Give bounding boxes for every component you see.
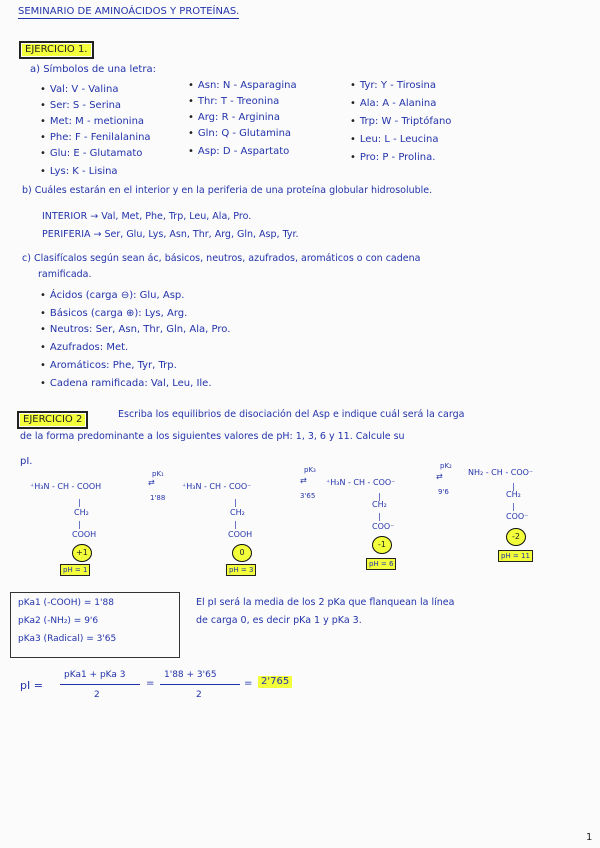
equilibrium-arrow-icon: ⇄: [300, 476, 307, 485]
species-formula: ⁺H₃N - CH - COO⁻: [182, 482, 252, 491]
amino-item: • Val: V - Valina: [40, 84, 118, 96]
classification-item: • Azufrados: Met.: [40, 342, 128, 354]
exercise-2-text: Escriba los equilibrios de disociación del Asp e indique cuál será la carga: [118, 409, 465, 420]
classification-item: • Aromáticos: Phe, Tyr, Trp.: [40, 360, 177, 372]
species-side-chain: COOH: [228, 530, 253, 539]
exercise-2-text: de la forma predominante a los siguientes valores de pH: 1, 3, 6 y 11. Calcule su: [20, 431, 405, 442]
amino-item: • Phe: F - Fenilalanina: [40, 132, 151, 144]
species-side-chain: CH₂: [506, 490, 521, 499]
exercise-1-label: EJERCICIO 1.: [22, 44, 91, 56]
ph-label: pH = 3: [226, 564, 256, 576]
arrow-pk: pK₁: [152, 470, 164, 478]
classification-item: • Básicos (carga ⊕): Lys, Arg.: [40, 308, 187, 320]
pi-explanation: El pI será la media de los 2 pKa que flanquean la línea: [196, 597, 455, 608]
species-formula: ⁺H₃N - CH - COO⁻: [326, 478, 396, 487]
amino-item: • Trp: W - Triptófano: [350, 116, 451, 128]
part-a-label: a) Símbolos de una letra:: [30, 64, 156, 75]
pi-denominator: 2: [94, 690, 100, 700]
exercise-2-text: pI.: [20, 456, 33, 467]
equals-sign: =: [244, 678, 253, 689]
amino-item: • Asn: N - Asparagina: [188, 80, 297, 92]
classification-item: • Ácidos (carga ⊖): Glu, Asp.: [40, 290, 184, 302]
species-side-chain: CH₂: [74, 508, 89, 517]
species-side-chain: COO⁻: [372, 522, 395, 531]
species-formula: NH₂ - CH - COO⁻: [468, 468, 534, 477]
classification-item: • Cadena ramificada: Val, Leu, Ile.: [40, 378, 212, 390]
ph-label: pH = 11: [498, 550, 533, 562]
periferia-list: PERIFERIA → Ser, Glu, Lys, Asn, Thr, Arg, Gln, Asp, Tyr.: [42, 229, 299, 240]
amino-item: • Met: M - metionina: [40, 116, 144, 128]
ph-label: pH = 6: [366, 558, 396, 570]
species-side-chain: CH₂: [230, 508, 245, 517]
interior-list: INTERIOR → Val, Met, Phe, Trp, Leu, Ala, Pro.: [42, 211, 252, 222]
arrow-pk-value: 3'65: [300, 492, 316, 500]
charge-badge: -2: [506, 528, 526, 546]
species-side-chain: COOH: [72, 530, 97, 539]
amino-item: • Thr: T - Treonina: [188, 96, 279, 108]
classification-item: • Neutros: Ser, Asn, Thr, Gln, Ala, Pro.: [40, 324, 230, 336]
equilibrium-arrow-icon: ⇄: [148, 478, 155, 487]
charge-badge: +1: [72, 544, 92, 562]
page-title: SEMINARIO DE AMINOÁCIDOS Y PROTEÍNAS.: [18, 6, 240, 17]
notes-page: SEMINARIO DE AMINOÁCIDOS Y PROTEÍNAS. EJERCICIO 1. a) Símbolos de una letra: • Val: V - Valina • Ser: S - Serina • Met: M - metionina • Phe: F - Fenilalanina • Glu: E - Glutamato • Lys: K - Lisina • Asn: N - Asparagina • Thr: T - Treonina • Arg: R - Arginina • Gln: Q - Glutamina • Asp: D - Aspartato • Tyr: Y - Tirosina • Ala: A - Alanina • Trp: W - Triptófano • Leu: L - Leucina • Pro: P - Prolina. b) Cuáles estarán en el interior y en la periferia de una proteína globular hidrosoluble. INTERIOR → Val, Met, Phe, Trp, Leu, Ala, Pro. PERIFERIA → Ser, Glu, Lys, Asn, Thr, Arg, Gln, Asp, Tyr. c) Clasifícalos según sean ác, básicos, neutros, azufrados, aromáticos o con cadena ramificada. • Ácidos (carga ⊖): Glu, Asp. • Básicos (carga ⊕): Lys, Arg. • Neutros: Ser, Asn, Thr, Gln, Ala, Pro. • Azufrados: Met. • Aromáticos: Phe, Tyr, Trp. • Cadena ramificada: Val, Leu, Ile. EJERCICIO 2 Escriba los equilibrios de disociación del Asp e indique cuál será la carga de la forma predominante a los siguientes valores de pH: 1, 3, 6 y 11. Calcule su pI. ⁺H₃N - CH - COOH | CH₂ | COOH +1 pH = 1 pK₁ ⇄ 1'88 ⁺H₃N - CH - COO⁻ | CH₂ | COOH 0 pH = 3 pK₃ ⇄ 3'65 ⁺H₃N - CH - COO⁻ | CH₂ | COO⁻ -1 pH = 6 pK₂ ⇄ 9'6 NH₂ - CH - COO⁻ | CH₂ | COO⁻ -2 pH = 11 pKa1 (-COOH) = 1'88 pKa2 (-NH₂) = 9'6 pKa3 (Radical) = 3'65 El pI será la media de los 2 pKa que flanquean la línea de carga 0, es decir pKa 1 y pKa 3. pI = pKa1 + pKa 3 2 = 1'88 + 3'65 2 = 2'765 1: [0, 0, 600, 848]
charge-badge: 0: [232, 544, 252, 562]
species-side-chain: CH₂: [372, 500, 387, 509]
species-formula: ⁺H₃N - CH - COOH: [30, 482, 102, 491]
pka-value: pKa1 (-COOH) = 1'88: [18, 598, 114, 608]
amino-item: • Glu: E - Glutamato: [40, 148, 142, 160]
ph-label: pH = 1: [60, 564, 90, 576]
amino-item: • Ala: A - Alanina: [350, 98, 436, 110]
fraction-line: [60, 684, 140, 685]
equals-sign: =: [146, 678, 155, 689]
amino-item: • Leu: L - Leucina: [350, 134, 439, 146]
pi-numerator: 1'88 + 3'65: [164, 670, 217, 680]
species-side-chain: COO⁻: [506, 512, 529, 521]
amino-item: • Arg: R - Arginina: [188, 112, 280, 124]
arrow-pk: pK₂: [440, 462, 452, 470]
exercise-2-label: EJERCICIO 2: [20, 414, 85, 426]
part-b-label: b) Cuáles estarán en el interior y en la periferia de una proteína globular hidrosoluble.: [22, 185, 433, 196]
amino-item: • Tyr: Y - Tirosina: [350, 80, 436, 92]
amino-item: • Ser: S - Serina: [40, 100, 121, 112]
page-number: 1: [586, 832, 593, 843]
charge-badge: -1: [372, 536, 392, 554]
pi-result: 2'765: [258, 676, 292, 688]
pka-value: pKa3 (Radical) = 3'65: [18, 634, 117, 644]
pka-value: pKa2 (-NH₂) = 9'6: [18, 616, 99, 626]
arrow-pk: pK₃: [304, 466, 316, 474]
pi-denominator: 2: [196, 690, 202, 700]
equilibrium-arrow-icon: ⇄: [436, 472, 443, 481]
pi-numerator: pKa1 + pKa 3: [64, 670, 126, 680]
fraction-line: [160, 684, 240, 685]
amino-item: • Gln: Q - Glutamina: [188, 128, 291, 140]
pi-explanation: de carga 0, es decir pKa 1 y pKa 3.: [196, 615, 362, 626]
pi-lhs: pI =: [20, 679, 43, 692]
part-c-label: c) Clasifícalos según sean ác, básicos, neutros, azufrados, aromáticos o con cadena: [22, 253, 421, 264]
arrow-pk-value: 1'88: [150, 494, 166, 502]
amino-item: • Lys: K - Lisina: [40, 166, 118, 178]
amino-item: • Asp: D - Aspartato: [188, 146, 289, 158]
amino-item: • Pro: P - Prolina.: [350, 152, 435, 164]
arrow-pk-value: 9'6: [438, 488, 449, 496]
part-c-label-cont: ramificada.: [38, 269, 92, 280]
